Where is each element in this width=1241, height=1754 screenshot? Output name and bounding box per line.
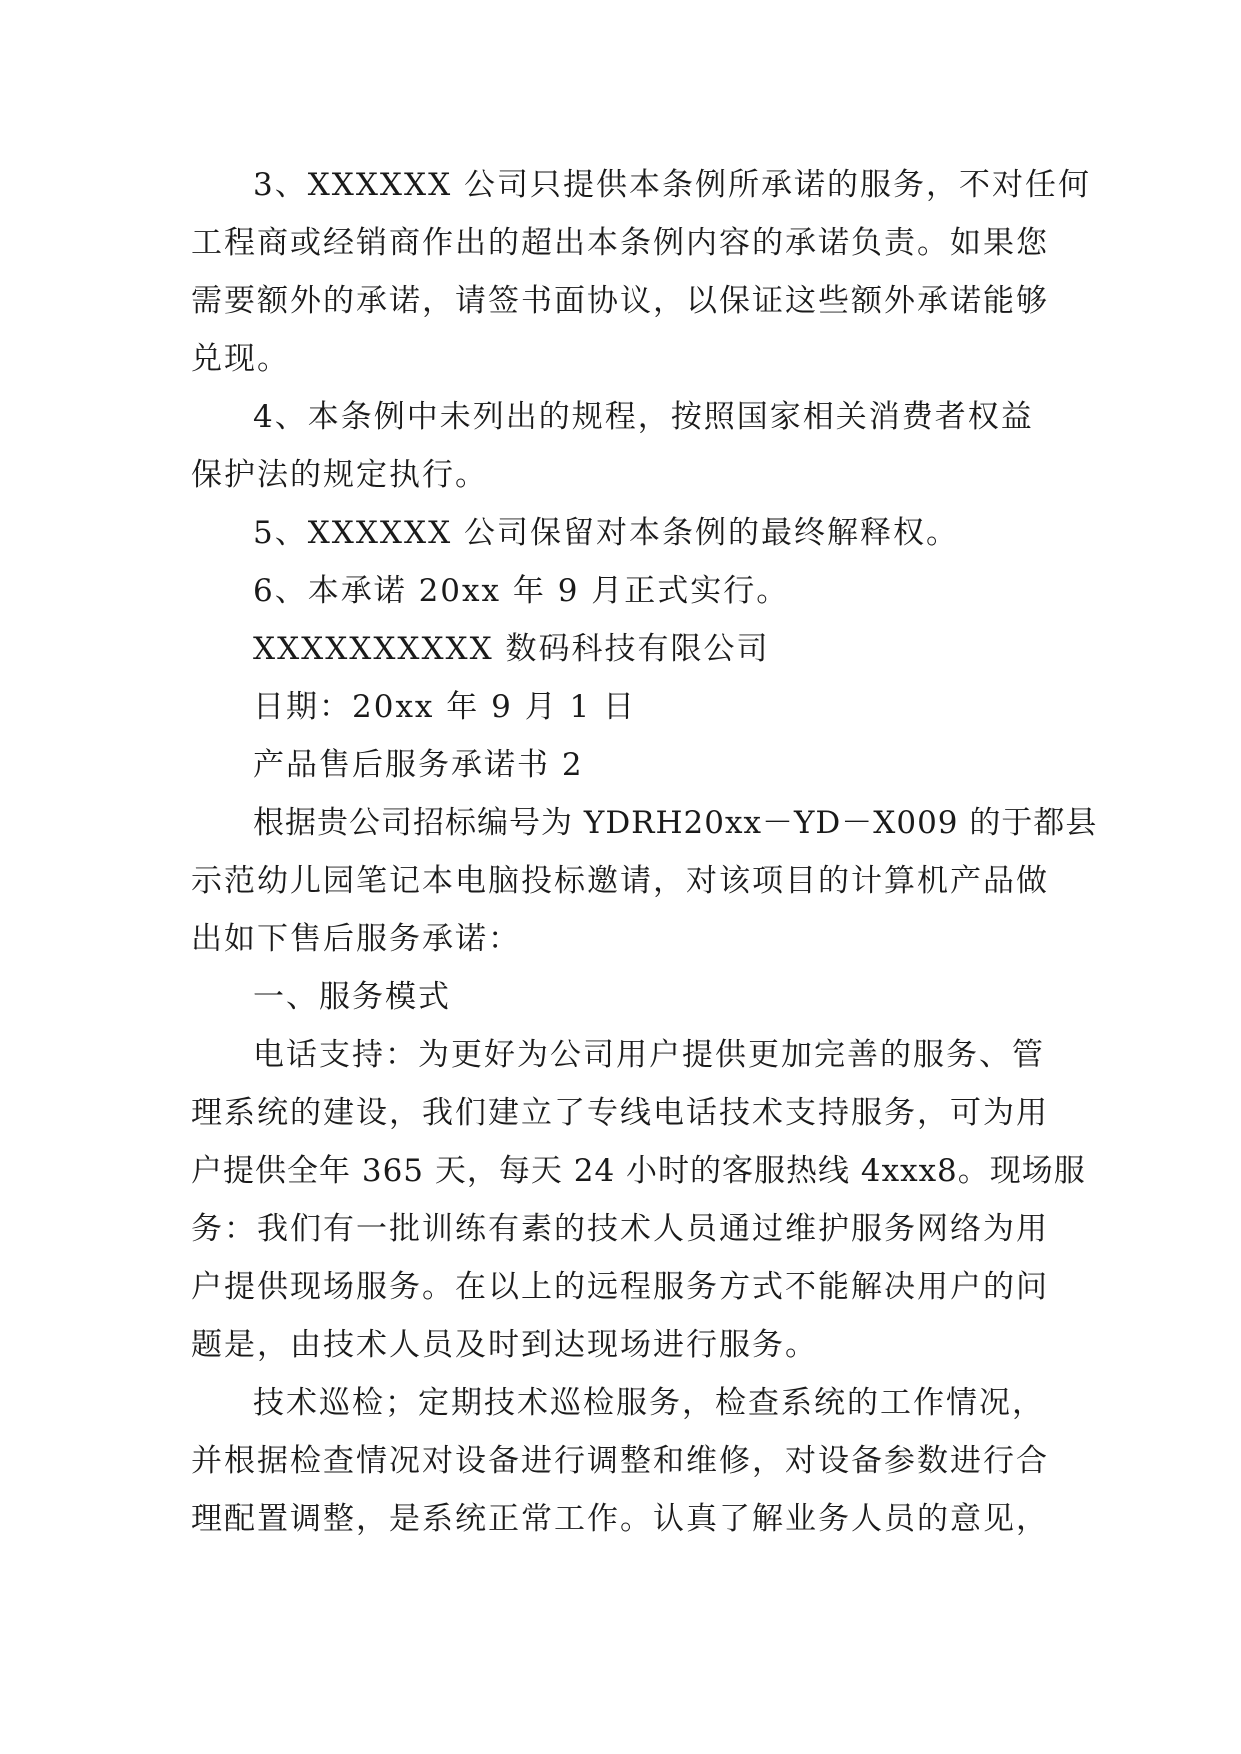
paragraph-phone-support	[191, 1026, 1086, 1374]
paragraph-inspection	[191, 1374, 1051, 1548]
text-line: 3、XXXXXX 公司只提供本条例所承诺的服务，不对任何	[253, 167, 1091, 203]
text-line: 5、XXXXXX 公司保留对本条例的最终解释权。	[253, 515, 959, 551]
company-name: XXXXXXXXXX 数码科技有限公司	[253, 631, 770, 667]
paragraph-clause-6	[191, 562, 1051, 620]
section-title	[191, 736, 1051, 794]
signature-date	[191, 678, 1051, 736]
company-signature	[191, 620, 1051, 678]
text-line: 兑现。	[191, 341, 290, 377]
heading-service-mode	[191, 968, 1051, 1026]
paragraph-clause-3	[191, 156, 1091, 388]
paragraph-clause-5	[191, 504, 1051, 562]
text-line: 工程商或经销商作出的超出本条例内容的承诺负责。如果您	[191, 225, 1049, 261]
text-line: 示范幼儿园笔记本电脑投标邀请，对该项目的计算机产品做	[191, 863, 1049, 899]
text-line: 理配置调整，是系统正常工作。认真了解业务人员的意见，	[191, 1501, 1049, 1537]
text-line: 并根据检查情况对设备进行调整和维修，对设备参数进行合	[191, 1443, 1049, 1479]
text-line: 出如下售后服务承诺：	[191, 921, 521, 957]
text-line: 理系统的建设，我们建立了专线电话技术支持服务，可为用	[191, 1095, 1049, 1131]
text-line: 户提供现场服务。在以上的远程服务方式不能解决用户的问	[191, 1269, 1049, 1305]
document-title: 产品售后服务承诺书 2	[253, 747, 584, 783]
text-line: 需要额外的承诺，请签书面协议，以保证这些额外承诺能够	[191, 283, 1049, 319]
text-line: 4、本条例中未列出的规程，按照国家相关消费者权益	[253, 399, 1034, 435]
text-line: 6、本承诺 20xx 年 9 月正式实行。	[253, 573, 790, 609]
text-line: 务：我们有一批训练有素的技术人员通过维护服务网络为用	[191, 1211, 1049, 1247]
section-heading: 一、服务模式	[253, 979, 451, 1015]
text-line: 电话支持：为更好为公司用户提供更加完善的服务、管	[253, 1037, 1045, 1073]
document-body	[191, 156, 1098, 1548]
date-line: 日期：20xx 年 9 月 1 日	[253, 689, 637, 725]
text-line: 户提供全年 365 天，每天 24 小时的客服热线 4xxx8。现场服	[191, 1153, 1086, 1189]
paragraph-clause-4	[191, 388, 1051, 504]
text-line: 保护法的规定执行。	[191, 457, 488, 493]
text-line: 根据贵公司招标编号为 YDRH20xx－YD－X009 的于都县	[253, 805, 1098, 841]
text-line: 技术巡检；定期技术巡检服务，检查系统的工作情况，	[253, 1385, 1045, 1421]
text-line: 题是，由技术人员及时到达现场进行服务。	[191, 1327, 818, 1363]
paragraph-intro	[191, 794, 1098, 968]
